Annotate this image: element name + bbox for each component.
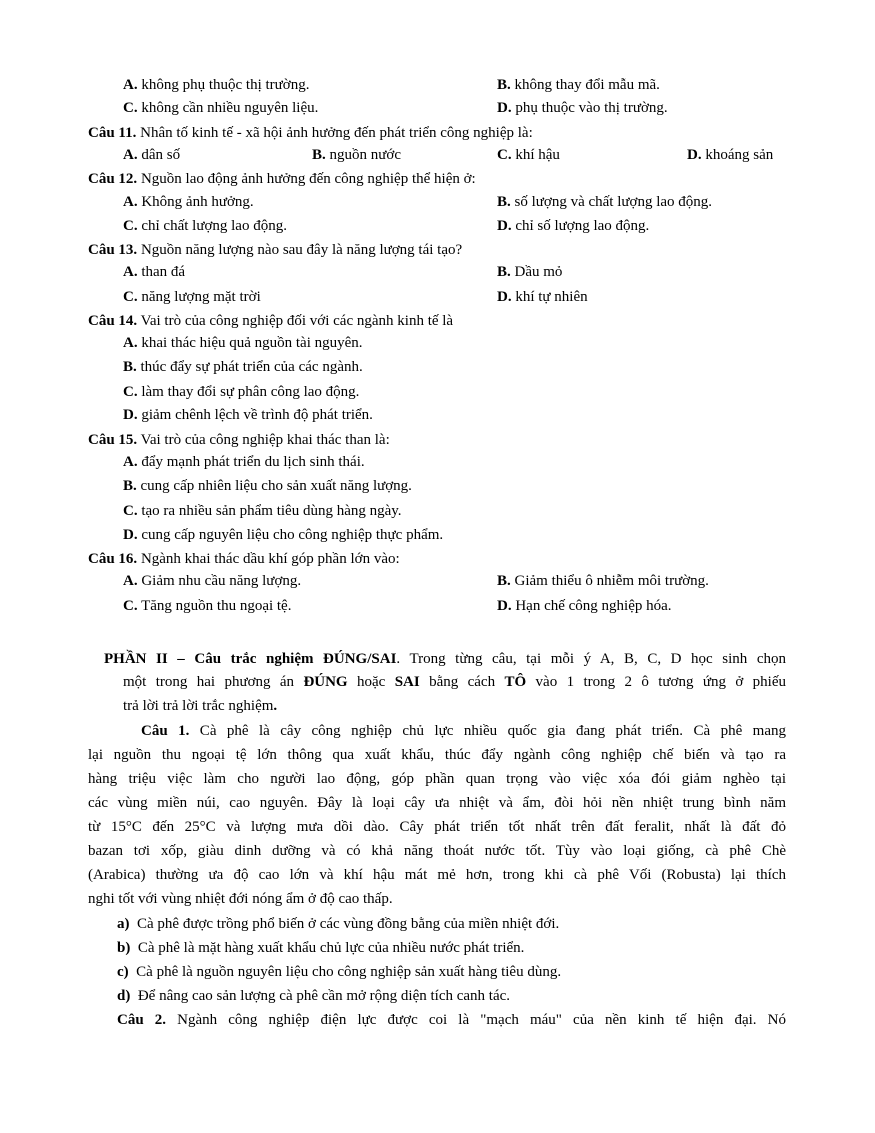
q13-option-c: C. năng lượng mặt trời	[123, 289, 261, 305]
q14-option-a: A. khai thác hiệu quả nguồn tài nguyên.	[123, 335, 363, 351]
q15-stem: Câu 15. Vai trò của công nghiệp khai thác than là:	[88, 432, 390, 448]
q11-stem: Câu 11. Nhân tố kinh tế - xã hội ảnh hưởng đến phát triển công nghiệp là:	[88, 125, 533, 141]
q11-option-d: D. khoáng sản	[687, 147, 774, 163]
q12-option-a: A. Không ảnh hưởng.	[123, 194, 254, 210]
p2q1-statement-a: a) Cà phê được trồng phổ biến ở các vùng đồng bằng của miền nhiệt đới.	[117, 916, 560, 932]
q10-option-c: C. không cần nhiều nguyên liệu.	[123, 100, 319, 116]
q12-option-d: D. chỉ số lượng lao động.	[497, 218, 650, 234]
q11-option-c: C. khí hậu	[497, 147, 560, 163]
q15-option-b: B. cung cấp nhiên liệu cho sản xuất năng lượng.	[123, 478, 412, 494]
q15-option-d: D. cung cấp nguyên liệu cho công nghiệp thực phẩm.	[123, 527, 444, 543]
q14-option-d: D. giảm chênh lệch về trình độ phát triển.	[123, 407, 373, 423]
q13-option-a: A. than đá	[123, 264, 186, 280]
q16-option-c: C. Tăng nguồn thu ngoại tệ.	[123, 598, 292, 614]
p2q1-statement-b: b) Cà phê là mặt hàng xuất khẩu chủ lực của nhiều nước phát triển.	[117, 940, 525, 956]
q12-option-b: B. số lượng và chất lượng lao động.	[497, 194, 713, 210]
q16-option-b: B. Giảm thiểu ô nhiễm môi trường.	[497, 573, 709, 589]
part2-instructions-end: trả lời trả lời trắc nghiệm.	[123, 698, 278, 714]
q13-option-b: B. Dầu mỏ	[497, 264, 563, 280]
q12-option-c: C. chỉ chất lượng lao động.	[123, 218, 287, 234]
q16-option-d: D. Hạn chế công nghiệp hóa.	[497, 598, 672, 614]
q16-stem: Câu 16. Ngành khai thác dầu khí góp phần lớn vào:	[88, 551, 400, 567]
q15-option-a: A. đẩy mạnh phát triển du lịch sinh thái.	[123, 454, 365, 470]
part2-heading: PHẦN II – Câu trắc nghiệm ĐÚNG/SAI. Trong từng câu, tại mỗi ý A, B, C, D học sinh chọn	[104, 651, 786, 667]
q10-option-d: D. phụ thuộc vào thị trường.	[497, 100, 668, 116]
q16-option-a: A. Giảm nhu cầu năng lượng.	[123, 573, 302, 589]
q14-option-b: B. thúc đẩy sự phát triển của các ngành.	[123, 359, 363, 375]
p2q1-paragraph-line-5: từ 15°C đến 25°C và lượng mưa dồi dào. Cây phát triển tốt nhất trên đất feralit, nhất là đất đỏ	[88, 819, 786, 835]
q14-stem: Câu 14. Vai trò của công nghiệp đối với các ngành kinh tế là	[88, 313, 454, 329]
p2q1-paragraph-line-3: hàng triệu việc làm cho người lao động, góp phần quan trọng vào việc xóa đói giảm nghèo tại	[88, 771, 786, 787]
p2q1-statement-c: c) Cà phê là nguồn nguyên liệu cho công nghiệp sản xuất hàng tiêu dùng.	[117, 964, 562, 980]
p2q1-paragraph-line-8: nghi tốt với vùng nhiệt đới nóng ẩm ở độ cao thấp.	[88, 891, 393, 907]
q14-option-c: C. làm thay đổi sự phân công lao động.	[123, 384, 360, 400]
q15-option-c: C. tạo ra nhiều sản phẩm tiêu dùng hàng ngày.	[123, 503, 402, 519]
q10-option-a: A. không phụ thuộc thị trường.	[123, 77, 310, 93]
p2q1-paragraph-line-1: Câu 1. Cà phê là cây công nghiệp chủ lực nhiều quốc gia đang phát triển. Cà phê mang	[141, 723, 786, 739]
q11-option-b: B. nguồn nước	[312, 147, 401, 163]
q13-stem: Câu 13. Nguồn năng lượng nào sau đây là năng lượng tái tạo?	[88, 242, 463, 258]
p2q1-paragraph-line-4: các vùng miền núi, cao nguyên. Đây là loại cây ưa nhiệt và ẩm, đòi hỏi nền nhiệt trung bình năm	[88, 795, 786, 811]
p2q1-paragraph-line-7: (Arabica) thường ưa độ cao lớn và khí hậu mát mẻ hơn, trong khi cà phê Vối (Robusta) lại thích	[88, 867, 786, 883]
part2-instructions: một trong hai phương án ĐÚNG hoặc SAI bằng cách TÔ vào 1 trong 2 ô tương ứng ở phiếu	[123, 674, 786, 690]
q11-option-a: A. dân số	[123, 147, 181, 163]
p2q2-paragraph-line-1: Câu 2. Ngành công nghiệp điện lực được coi là "mạch máu" của nền kinh tế hiện đại. Nó	[117, 1012, 786, 1028]
q12-stem: Câu 12. Nguồn lao động ảnh hưởng đến công nghiệp thể hiện ở:	[88, 171, 476, 187]
q10-option-b: B. không thay đổi mẫu mã.	[497, 77, 660, 93]
p2q1-paragraph-line-2: lại nguồn thu ngoại tệ lớn thông qua xuất khẩu, thúc đẩy ngành công nghiệp chế biến và tạo ra	[88, 747, 786, 763]
p2q1-paragraph-line-6: bazan tơi xốp, giàu dinh dưỡng và có khả năng thoát nước tốt. Tùy vào loại giống, cà phê Chè	[88, 843, 786, 859]
q13-option-d: D. khí tự nhiên	[497, 289, 588, 305]
p2q1-statement-d: d) Để nâng cao sản lượng cà phê cần mở rộng diện tích canh tác.	[117, 988, 511, 1004]
